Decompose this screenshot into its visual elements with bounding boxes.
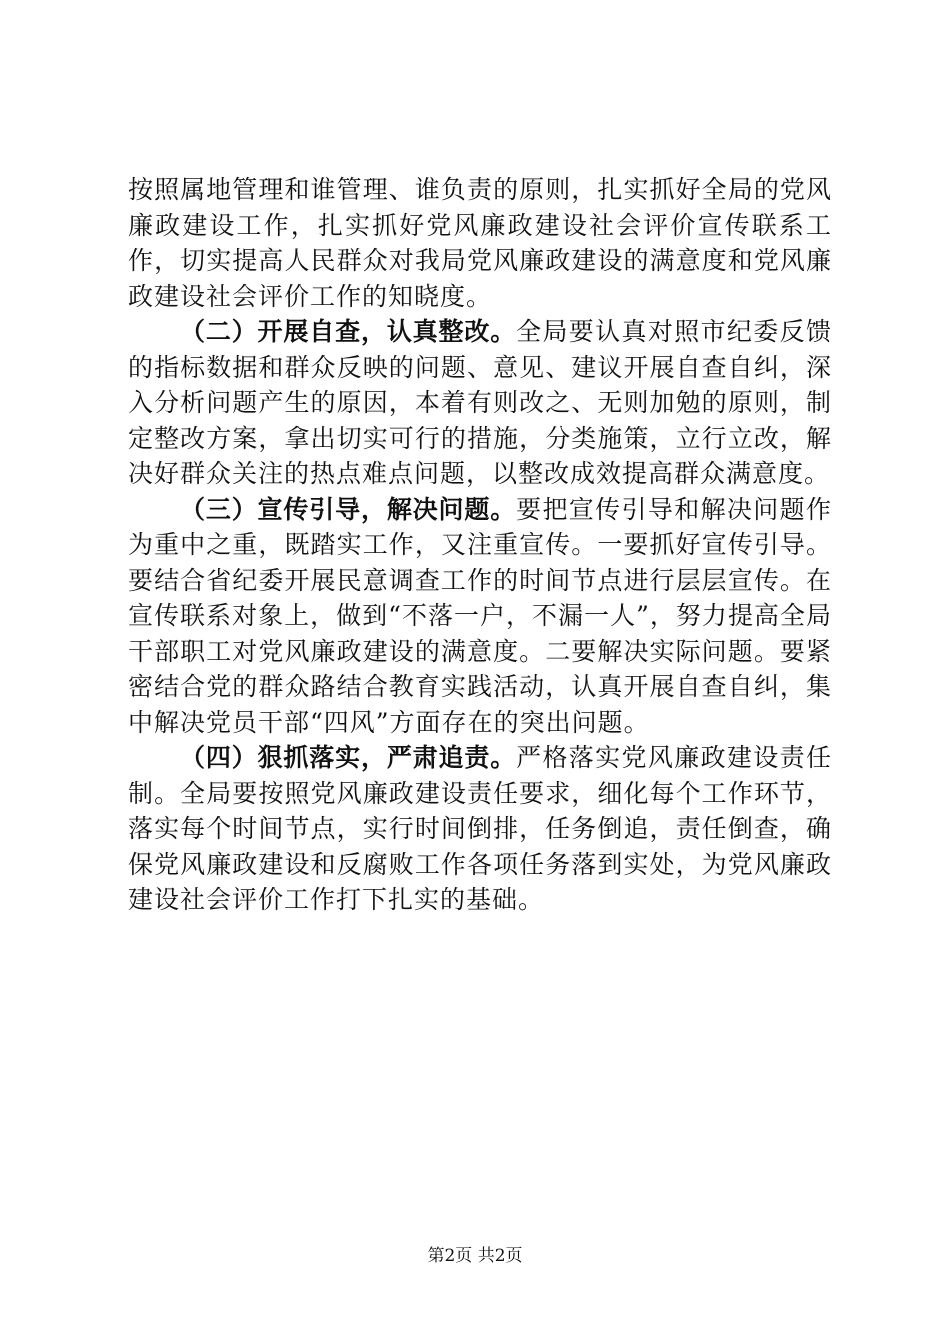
document-body [128, 172, 832, 918]
paragraph-continuation [128, 172, 832, 314]
section-heading: （四）狠抓落实，严肃追责。 [180, 743, 517, 772]
paragraph-text: 严格落实党风廉政建设责任制。全局要按照党风廉政建设责任要求，细化每个工作环节，落实每个时间节点，实行时间倒排，任务倒追，责任倒查，确保党风廉政建设和反腐败工作各项任务落到实处，为党风廉政建设社会评价工作打下扎实的基础。 [128, 743, 832, 914]
section-heading: （二）开展自查，认真整改。 [180, 317, 517, 346]
paragraph-text: 按照属地管理和谁管理、谁负责的原则，扎实抓好全局的党风廉政建设工作，扎实抓好党风廉政建设社会评价宣传联系工作，切实提高人民群众对我局党风廉政建设的满意度和党风廉政建设社会评价工作的知晓度。 [128, 175, 832, 311]
paragraph-implementation [128, 740, 832, 918]
section-heading: （三）宣传引导，解决问题。 [180, 494, 517, 524]
page-number-footer: 第2页 共2页 [427, 1246, 523, 1266]
paragraph-text: 全局要认真对照市纪委反馈的指标数据和群众反映的问题、意见、建议开展自查自纠，深入分析问题产生的原因，本着有则改之、无则加勉的原则，制定整改方案，拿出切实可行的措施，分类施策，立行立改，解决好群众关注的热点难点问题，以整改成效提高群众满意度。 [128, 317, 832, 488]
paragraph-self-inspection [128, 314, 832, 492]
paragraph-publicity [128, 492, 832, 741]
paragraph-text: 要把宣传引导和解决问题作为重中之重，既踏实工作，又注重宣传。一要抓好宣传引导。要结合省纪委开展民意调查工作的时间节点进行层层宣传。在宣传联系对象上，做到“不落一户，不漏一人”，努力提高全局干部职工对党风廉政建设的满意度。二要解决实际问题。要紧密结合党的群众路结合教育实践活动，认真开展自查自纠，集中解决党员干部“四风”方面存在的突出问题。 [128, 494, 832, 737]
